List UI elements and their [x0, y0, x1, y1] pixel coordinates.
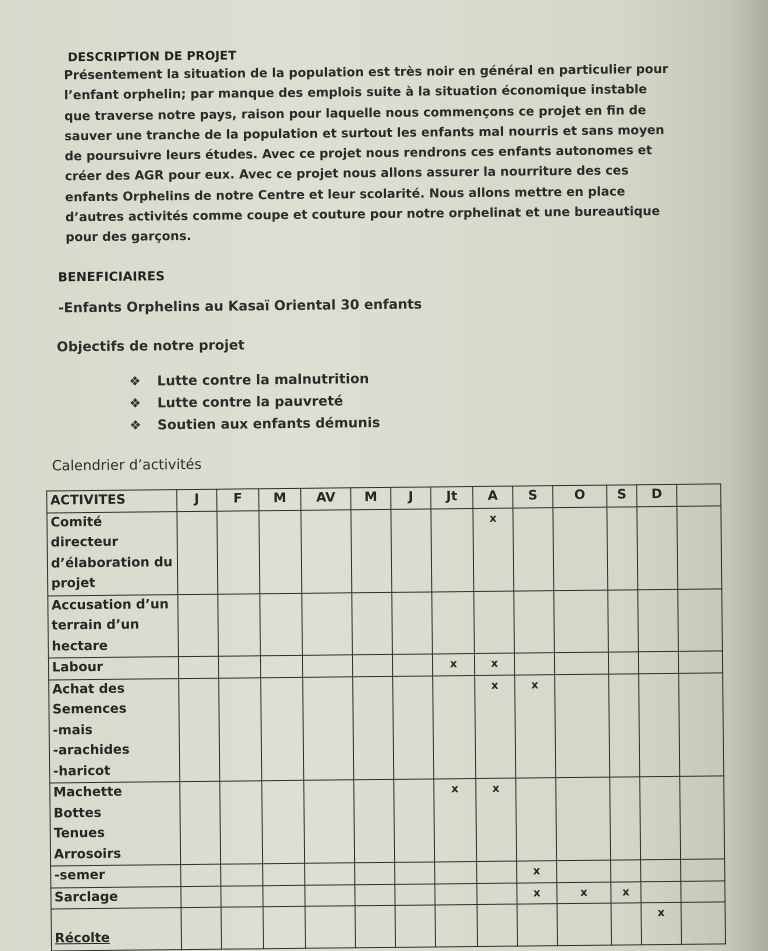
- activity-calendar-table: [46, 483, 726, 951]
- schedule-empty-cell: [517, 904, 557, 946]
- schedule-empty-cell: [395, 862, 435, 884]
- schedule-empty-cell: [302, 592, 353, 655]
- schedule-empty-cell: [609, 673, 640, 777]
- activity-cell: Comité directeur d’élaboration du projet: [47, 511, 178, 595]
- schedule-empty-cell: [557, 860, 611, 882]
- schedule-empty-cell: [553, 507, 608, 591]
- schedule-mark-cell: x: [517, 882, 557, 904]
- schedule-empty-cell: [435, 905, 477, 947]
- schedule-empty-cell: [178, 594, 219, 657]
- schedule-empty-cell: [516, 778, 557, 861]
- schedule-empty-cell: [513, 507, 554, 590]
- schedule-empty-cell: [305, 906, 355, 948]
- schedule-empty-cell: [608, 589, 639, 652]
- table-row: [48, 588, 723, 658]
- schedule-empty-cell: [177, 511, 218, 594]
- schedule-empty-cell: [391, 508, 432, 591]
- schedule-empty-cell: [611, 860, 641, 882]
- schedule-empty-cell: [431, 508, 474, 591]
- schedule-empty-cell: [179, 678, 220, 782]
- schedule-empty-cell: [355, 905, 395, 947]
- schedule-empty-cell: [638, 651, 678, 673]
- schedule-empty-cell: [262, 780, 305, 863]
- schedule-empty-cell: [181, 864, 221, 886]
- schedule-empty-cell: [217, 510, 260, 593]
- schedule-empty-cell: [354, 779, 395, 862]
- schedule-empty-cell: [219, 677, 262, 781]
- column-header-month: J: [391, 487, 431, 509]
- schedule-empty-cell: [259, 510, 302, 593]
- schedule-empty-cell: [352, 592, 393, 655]
- column-header-month: A: [473, 486, 513, 508]
- schedule-empty-cell: [611, 903, 641, 945]
- schedule-empty-cell: [641, 859, 681, 881]
- schedule-empty-cell: [261, 677, 304, 781]
- schedule-empty-cell: [218, 656, 260, 678]
- schedule-empty-cell: [260, 655, 302, 677]
- column-header-month: S: [607, 485, 637, 507]
- schedule-empty-cell: [394, 779, 435, 862]
- schedule-mark-cell: x: [434, 779, 477, 862]
- schedule-empty-cell: [181, 907, 221, 949]
- schedule-empty-cell: [432, 591, 475, 654]
- activity-cell: Récolte: [51, 908, 181, 951]
- objective-item: [129, 368, 380, 393]
- activity-cell: Sarclage: [51, 886, 181, 909]
- schedule-empty-cell: [392, 591, 433, 654]
- beneficiaires-line: -Enfants Orphelins au Kasaï Oriental 30 enfants: [58, 296, 422, 317]
- schedule-empty-cell: [353, 676, 394, 780]
- column-header-month: F: [217, 489, 259, 511]
- objective-text: Lutte contre la malnutrition: [156, 371, 370, 390]
- schedule-empty-cell: [681, 902, 725, 944]
- schedule-empty-cell: [641, 881, 681, 903]
- schedule-mark-cell: x: [557, 882, 611, 904]
- schedule-empty-cell: [607, 506, 638, 589]
- schedule-mark-cell: x: [476, 778, 517, 861]
- schedule-empty-cell: [178, 656, 218, 678]
- schedule-empty-cell: [637, 506, 678, 589]
- activity-cell: Accusation d’un terrain d’un hectare: [48, 594, 179, 658]
- objectives-list: [129, 368, 380, 437]
- schedule-empty-cell: [679, 672, 724, 776]
- schedule-empty-cell: [477, 883, 517, 905]
- diamond-bullet-icon: ❖: [129, 396, 142, 412]
- activity-cell: Labour: [48, 657, 178, 680]
- column-header-month: M: [259, 488, 301, 510]
- schedule-empty-cell: [220, 781, 263, 864]
- schedule-empty-cell: [392, 654, 432, 676]
- schedule-empty-cell: [305, 884, 355, 906]
- schedule-empty-cell: [678, 588, 723, 651]
- description-paragraph: Présentement la situation de la population est très noir en général en particulier pour l’enfant orphelin; par manque des emplois suite à la situation économique instable que traverse notre pays, raison pour laquelle nous commençons ce projet en fin de sauver une tranche de la population et surtout les enfants mal nourris et sans moyen de poursuivre leurs études. Avec ce projet nous rendrons ces enfants autonomes et créer des AGR pour eux. Avec ce projet nous allons assurer la nourriture des ces enfants Orphelins de notre Centre et leur scolarité. Nous allons mettre en place d’autres activités comme coupe et couture pour notre orphelinat et une bureautique pour des garçons.: [63, 60, 669, 245]
- activity-cell: Machette Bottes Tenues Arrosoirs: [50, 782, 181, 866]
- beneficiaires-title: BENEFICIAIRES: [57, 268, 165, 285]
- column-header-month: M: [351, 487, 391, 509]
- schedule-empty-cell: [514, 590, 555, 653]
- schedule-empty-cell: [610, 777, 641, 860]
- schedule-empty-cell: [393, 675, 434, 779]
- schedule-empty-cell: [477, 904, 517, 946]
- activity-cell: -semer: [51, 865, 181, 888]
- schedule-empty-cell: [678, 651, 722, 673]
- objective-text: Lutte contre la pauvreté: [157, 393, 344, 412]
- schedule-mark-cell: x: [515, 674, 556, 778]
- schedule-empty-cell: [433, 675, 476, 779]
- schedule-empty-cell: [305, 863, 355, 885]
- column-header-month: Jt: [431, 487, 473, 509]
- diamond-bullet-icon: ❖: [128, 374, 141, 390]
- schedule-empty-cell: [221, 907, 263, 949]
- schedule-empty-cell: [681, 880, 725, 902]
- schedule-empty-cell: [395, 905, 435, 947]
- schedule-empty-cell: [395, 883, 435, 905]
- calendar-title: Calendrier d’activités: [51, 456, 202, 475]
- schedule-empty-cell: [303, 676, 354, 780]
- table-row: [51, 902, 725, 951]
- schedule-empty-cell: [221, 864, 263, 886]
- schedule-empty-cell: [263, 885, 305, 907]
- schedule-mark-cell: x: [611, 881, 641, 903]
- schedule-empty-cell: [352, 654, 392, 676]
- schedule-empty-cell: [302, 655, 352, 677]
- activity-cell: Achat des Semences -mais -arachides -haricot: [49, 678, 180, 783]
- schedule-empty-cell: [435, 862, 477, 884]
- schedule-empty-cell: [218, 593, 261, 656]
- column-header-activites: ACTIVITES: [47, 490, 177, 513]
- schedule-empty-cell: [301, 509, 352, 593]
- schedule-mark-cell: x: [473, 508, 514, 591]
- table-row: [50, 776, 725, 866]
- schedule-empty-cell: [514, 653, 554, 675]
- column-header-month: [677, 484, 721, 506]
- schedule-empty-cell: [681, 859, 725, 881]
- schedule-empty-cell: [304, 780, 355, 864]
- description-title: DESCRIPTION DE PROJET: [67, 48, 237, 65]
- schedule-empty-cell: [355, 862, 395, 884]
- schedule-empty-cell: [680, 776, 725, 859]
- column-header-month: J: [177, 489, 217, 511]
- schedule-mark-cell: x: [475, 675, 516, 779]
- schedule-empty-cell: [351, 509, 392, 592]
- schedule-empty-cell: [677, 505, 722, 588]
- schedule-empty-cell: [638, 589, 679, 652]
- schedule-empty-cell: [435, 883, 477, 905]
- objectifs-title: Objectifs de notre projet: [56, 337, 245, 356]
- table-row: [47, 505, 722, 595]
- schedule-empty-cell: [556, 777, 611, 861]
- schedule-empty-cell: [640, 776, 681, 859]
- diamond-bullet-icon: ❖: [129, 418, 142, 434]
- column-header-month: S: [513, 486, 553, 508]
- table-row: [49, 672, 724, 783]
- schedule-empty-cell: [221, 885, 263, 907]
- column-header-month: O: [553, 485, 607, 507]
- column-header-month: D: [637, 484, 677, 506]
- objective-item: [129, 390, 380, 415]
- schedule-empty-cell: [180, 781, 221, 864]
- schedule-empty-cell: [263, 906, 305, 948]
- schedule-empty-cell: [555, 674, 610, 778]
- column-header-month: AV: [301, 488, 351, 510]
- schedule-mark-cell: x: [474, 653, 514, 675]
- schedule-empty-cell: [554, 590, 609, 653]
- schedule-mark-cell: x: [517, 861, 557, 883]
- schedule-mark-cell: x: [641, 902, 681, 944]
- schedule-empty-cell: [181, 886, 221, 908]
- schedule-empty-cell: [639, 673, 680, 777]
- objective-item: [129, 412, 380, 437]
- schedule-empty-cell: [608, 652, 638, 674]
- schedule-empty-cell: [477, 861, 517, 883]
- schedule-empty-cell: [474, 591, 515, 654]
- objective-text: Soutien aux enfants démunis: [157, 414, 381, 434]
- schedule-empty-cell: [355, 884, 395, 906]
- schedule-empty-cell: [554, 652, 608, 674]
- schedule-mark-cell: x: [432, 654, 474, 676]
- schedule-empty-cell: [263, 863, 305, 885]
- schedule-empty-cell: [260, 593, 303, 656]
